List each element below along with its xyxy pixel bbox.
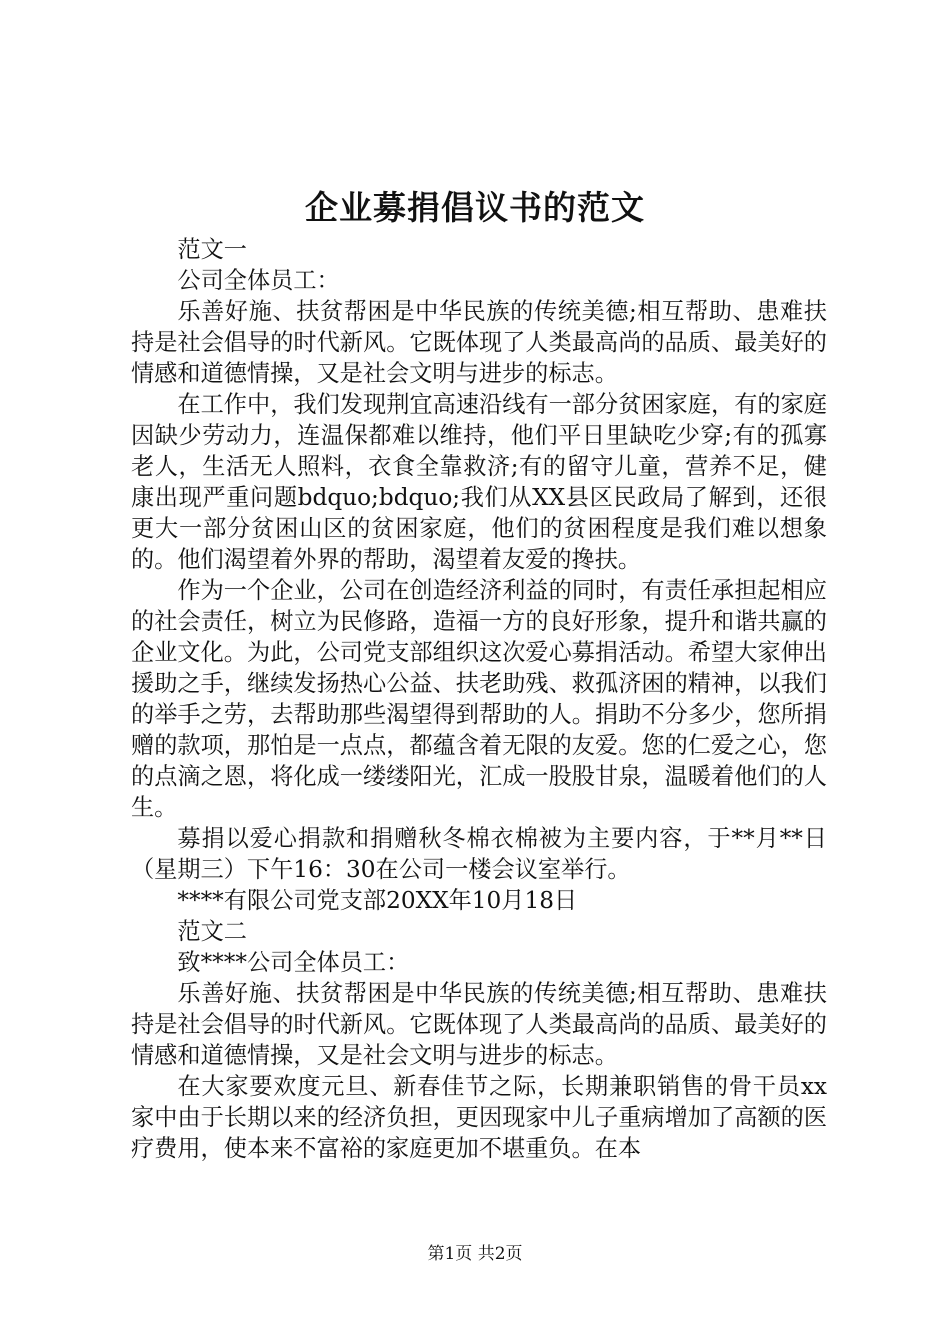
paragraph: 范文二: [177, 918, 247, 945]
paragraph: 乐善好施、扶贫帮困是中华民族的传统美德;相互帮助、患难扶持是社会倡导的时代新风。它既体现了人类最高尚的品质、最美好的情感和道德情操，又是社会文明与进步的标志。: [131, 980, 827, 1069]
paragraph: 募捐以爱心捐款和捐赠秋冬棉衣棉被为主要内容，于**月**日（星期三）下午16：30在公司一楼会议室举行。: [131, 825, 827, 883]
paragraph: 在工作中，我们发现荆宜高速沿线有一部分贫困家庭，有的家庭因缺少劳动力，连温保都难以维持，他们平日里缺吃少穿;有的孤寡老人，生活无人照料，衣食全靠救济;有的留守儿童，营养不足，健康出现严重问题bdquo;bdquo;我们从XX县区民政局了解到，还很更大一部分贫困山区的贫困家庭，他们的贫困程度是我们难以想象的。他们渴望着外界的帮助，渴望着友爱的搀扶。: [131, 391, 827, 573]
paragraph: 乐善好施、扶贫帮困是中华民族的传统美德;相互帮助、患难扶持是社会倡导的时代新风。它既体现了人类最高尚的品质、最美好的情感和道德情操，又是社会文明与进步的标志。: [131, 298, 827, 387]
document-title: 企业募捐倡议书的范文: [305, 188, 645, 227]
paragraph: 公司全体员工：: [177, 267, 340, 294]
page-footer: 第1页 共2页: [427, 1244, 523, 1264]
paragraph: 在大家要欢度元旦、新春佳节之际，长期兼职销售的骨干员xx家中由于长期以来的经济负担，更因现家中儿子重病增加了高额的医疗费用，使本来不富裕的家庭更加不堪重负。在本: [131, 1073, 827, 1162]
document-body: [131, 234, 827, 1164]
paragraph: 致****公司全体员工：: [177, 949, 410, 976]
paragraph: 范文一: [177, 236, 247, 263]
paragraph: 作为一个企业，公司在创造经济利益的同时，有责任承担起相应的社会责任，树立为民修路，造福一方的良好形象，提升和谐共赢的企业文化。为此，公司党支部组织这次爱心募捐活动。希望大家伸出援助之手，继续发扬热心公益、扶老助残、救孤济困的精神，以我们的举手之劳，去帮助那些渴望得到帮助的人。捐助不分多少，您所捐赠的款项，那怕是一点点，都蕴含着无限的友爱。您的仁爱之心，您的点滴之恩，将化成一缕缕阳光，汇成一股股甘泉，温暖着他们的人生。: [131, 577, 827, 821]
paragraph: ****有限公司党支部20XX年10月18日: [177, 887, 578, 914]
